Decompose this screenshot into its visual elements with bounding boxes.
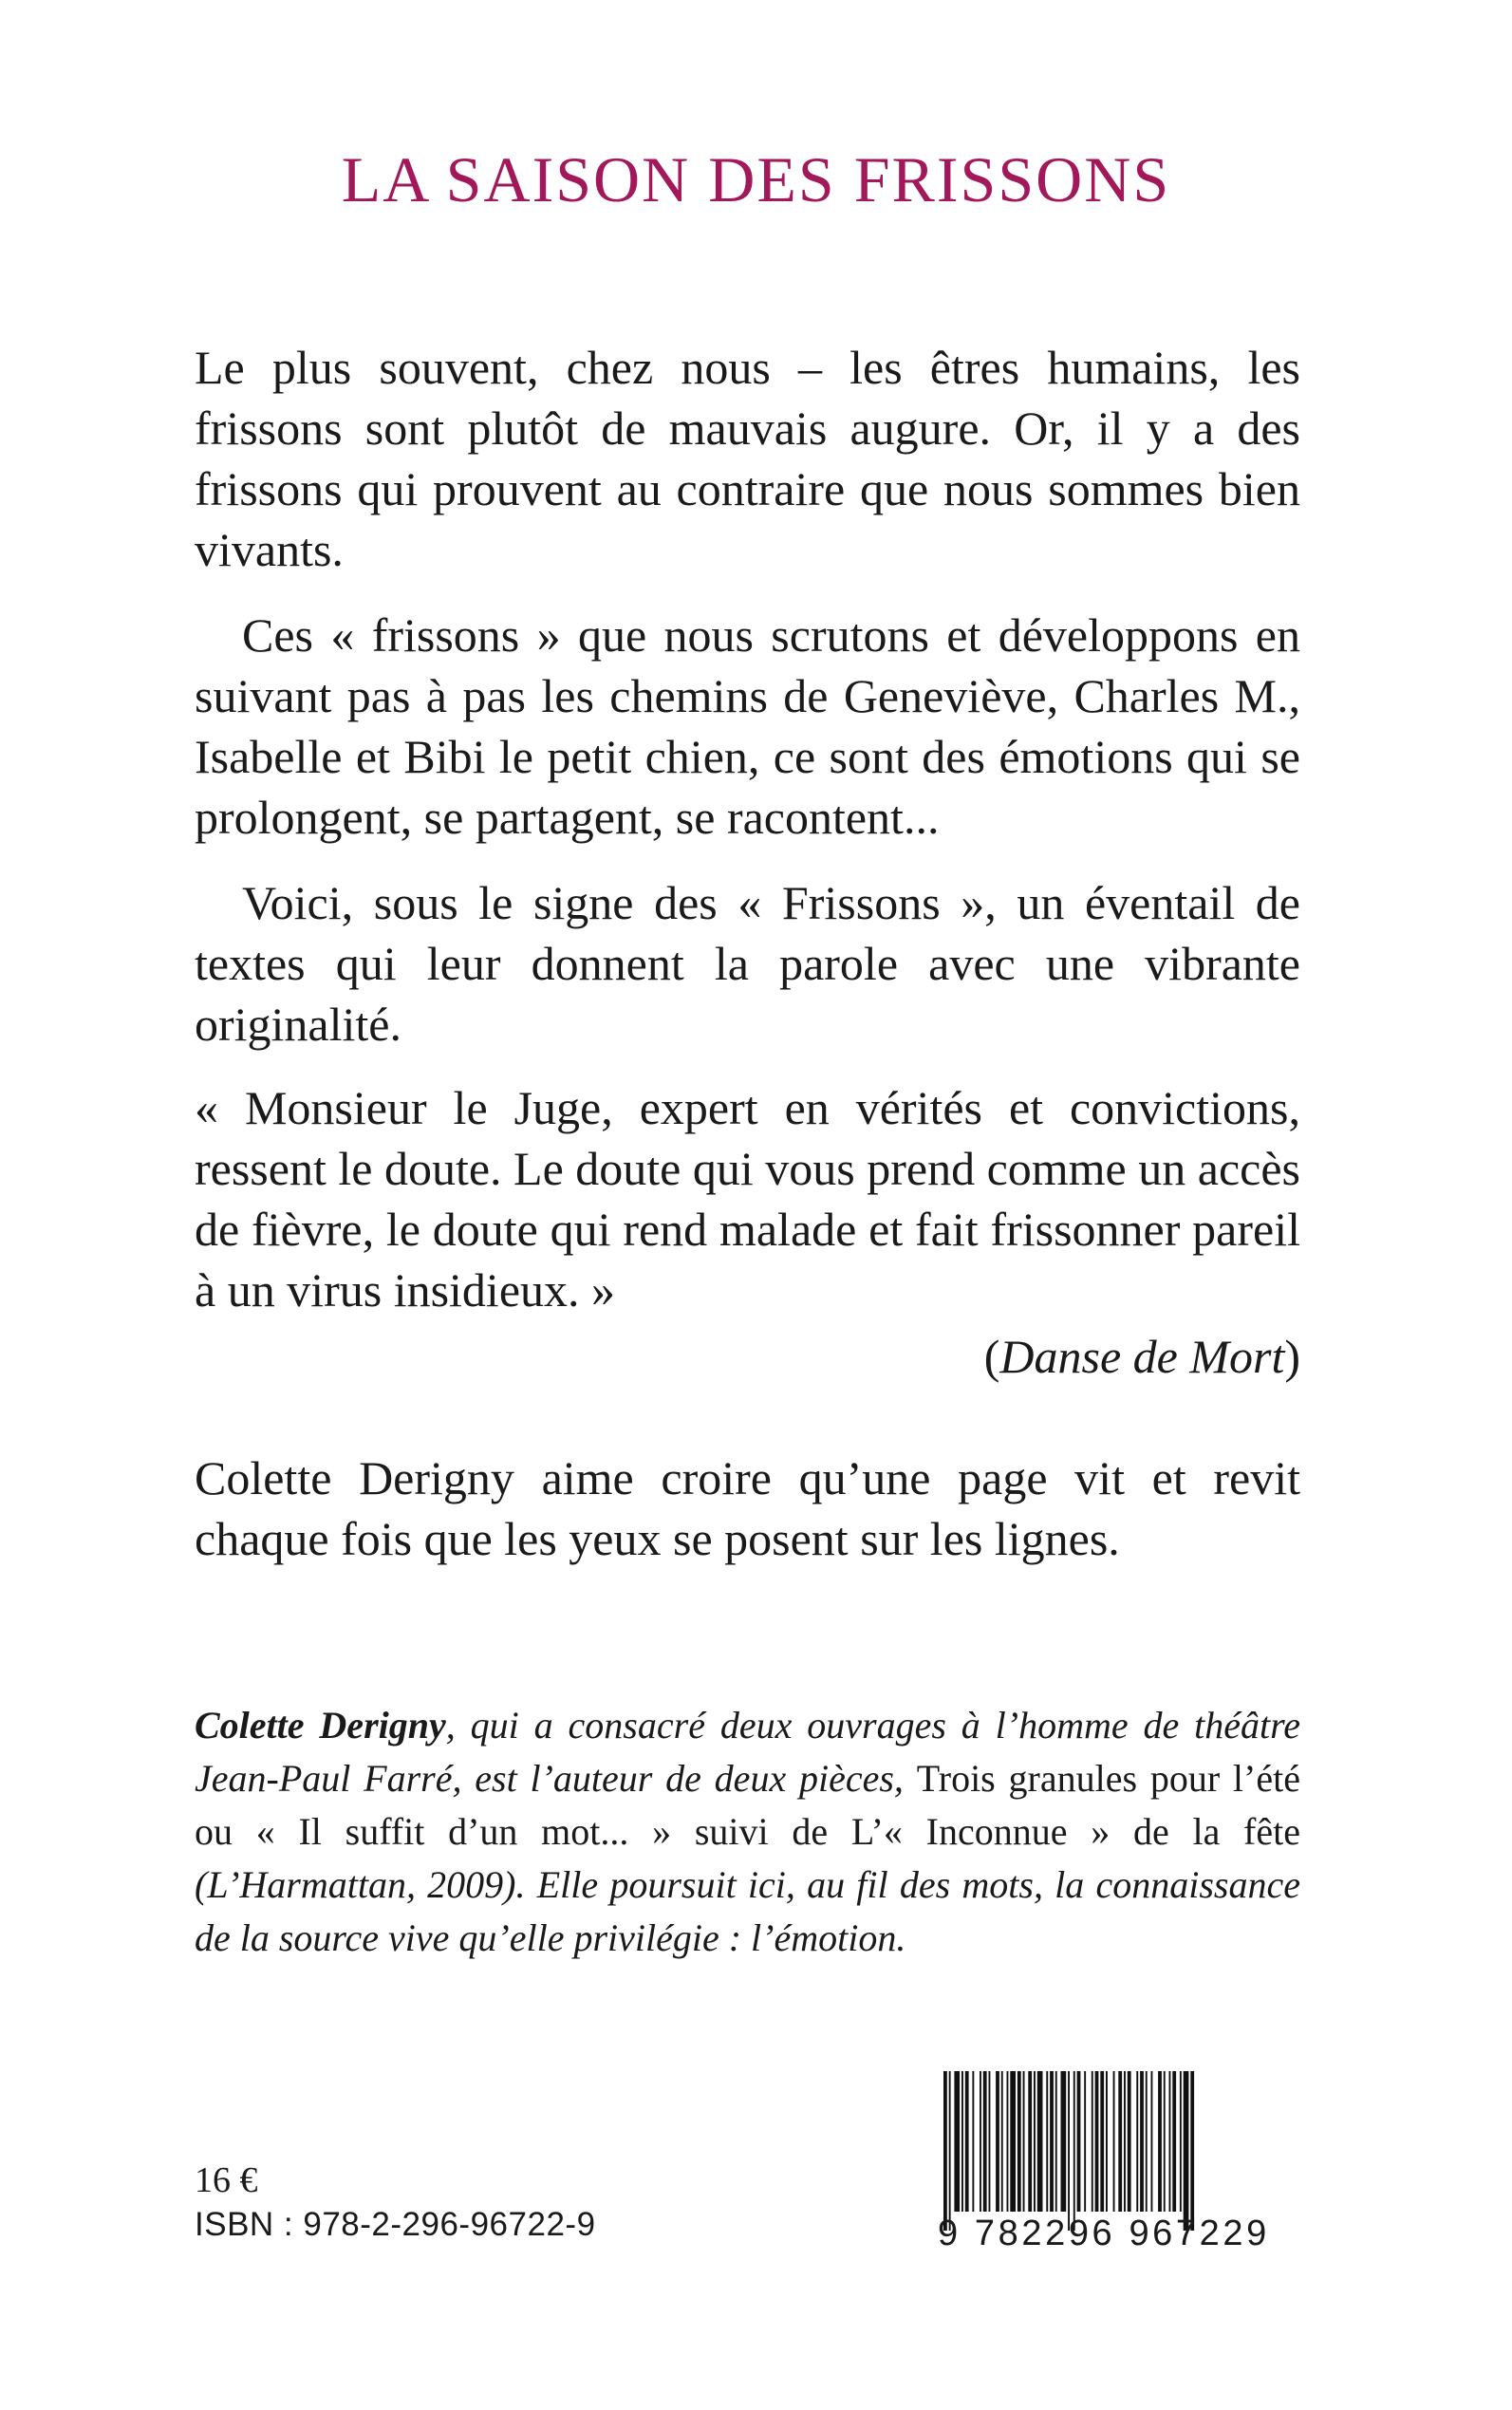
barcode-bar: [1184, 2071, 1189, 2231]
bio-work-title: Trois granules pour l’été ou « Il suffit d’un mot... » suivi de L’« Inconnue » de la fête: [195, 1757, 1300, 1853]
barcode-bar: [1055, 2071, 1057, 2212]
author-bio: [195, 1699, 1300, 1965]
bio-author-name: Colette Derigny: [195, 1704, 446, 1747]
isbn-label: ISBN : 978-2-296-96722-9: [195, 2206, 596, 2243]
blurb-text: [195, 337, 1300, 1079]
barcode-bar: [1010, 2071, 1016, 2212]
barcode-bar: [1118, 2071, 1122, 2212]
barcode-bar: [983, 2071, 987, 2212]
barcode-bar: [1061, 2071, 1067, 2212]
blurb-paragraph: Le plus souvent, chez nous – les êtres humains, les frissons sont plutôt de mauvais augure. Or, il y a des frissons qui prouvent au contraire que nous sommes bien vivants.: [195, 341, 1300, 576]
barcode-bar: [1158, 2071, 1162, 2212]
barcode-bar: [954, 2071, 960, 2212]
source-open-paren: (: [983, 1330, 1000, 1383]
barcode-bar: [1037, 2071, 1043, 2212]
source-title: Danse de Mort: [999, 1330, 1285, 1383]
barcode-bar: [1124, 2071, 1126, 2212]
book-title: LA SAISON DES FRISSONS: [341, 143, 1171, 215]
barcode-bar: [1084, 2071, 1086, 2212]
source-close-paren: ): [1284, 1330, 1300, 1383]
barcode-bar: [1140, 2071, 1144, 2212]
price-label: 16 €: [195, 2160, 258, 2200]
quote-text: « Monsieur le Juge, expert en vérités et convictions, ressent le doute. Le doute qui vous prend comme un accès de fièvre, le doute qui rend malade et fait frissonner pareil à un virus insidieux. »: [195, 1081, 1300, 1317]
barcode-bar: [980, 2071, 981, 2212]
barcode-bar: [1034, 2071, 1036, 2212]
barcode-bar: [1190, 2071, 1194, 2231]
barcode-bar: [965, 2071, 969, 2212]
barcode-bar: [1180, 2071, 1182, 2212]
barcode-bar: [1146, 2071, 1148, 2212]
barcode-bar: [1023, 2071, 1025, 2212]
barcode-bar: [1077, 2071, 1081, 2212]
blurb-paragraph: Ces « frissons » que nous scrutons et développons en suivant pas à pas les chemins de Geneviève, Charles M., Isabelle et Bibi le petit chien, ce sont des émotions qui se prolongent, se partagent, se racontent...: [195, 608, 1300, 844]
barcode-bar: [1169, 2071, 1171, 2212]
barcode-bar: [1007, 2071, 1009, 2212]
quote-block: [195, 1077, 1300, 1345]
closing-text: [195, 1448, 1300, 1594]
barcode-bar: [1164, 2071, 1166, 2212]
barcode-bar: [1128, 2071, 1131, 2212]
barcode-bar: [961, 2071, 963, 2212]
blurb-paragraph: Voici, sous le signe des « Frissons », un éventail de textes qui leur donnent la parole avec une vibrante originalité.: [195, 876, 1300, 1051]
barcode-bar: [1106, 2071, 1108, 2212]
quote-source: [984, 1326, 1300, 1387]
barcode-bar: [1113, 2071, 1115, 2212]
barcode-bar: [949, 2071, 951, 2231]
barcode-bar: [1092, 2071, 1093, 2212]
barcode-bar: [996, 2071, 999, 2212]
barcode-bar: [1073, 2071, 1075, 2231]
barcode-bar: [1100, 2071, 1104, 2212]
barcode-bar: [1172, 2071, 1176, 2212]
bio-text: , qui a consacré deux ouvrages à l’homme de théâtre Jean-Paul Farré, est l’auteur de deux pièces,: [195, 1704, 1300, 1800]
barcode-bar: [1151, 2071, 1153, 2212]
barcode-bar: [989, 2071, 991, 2212]
barcode-digits: 9 782296 967229: [938, 2214, 1270, 2253]
barcode-bar: [1095, 2071, 1099, 2212]
barcode-bar: [1068, 2071, 1070, 2231]
closing-paragraph: Colette Derigny aime croire qu’une page vit et revit chaque fois que les yeux se posent sur les lignes.: [195, 1451, 1300, 1565]
barcode-bar: [1028, 2071, 1032, 2212]
barcode-bar: [1046, 2071, 1048, 2212]
barcode-bar: [1017, 2071, 1021, 2212]
barcode-bar: [943, 2071, 947, 2231]
barcode-bar: [1050, 2071, 1054, 2212]
barcode-bar: [1136, 2071, 1138, 2212]
bio-text-end: (L’Harmattan, 2009). Elle poursuit ici, au fil des mots, la connaissance de la source vive qu’elle privilégie : l’émotion.: [195, 1863, 1300, 1959]
barcode-bar: [972, 2071, 974, 2212]
barcode-bar: [1001, 2071, 1003, 2212]
